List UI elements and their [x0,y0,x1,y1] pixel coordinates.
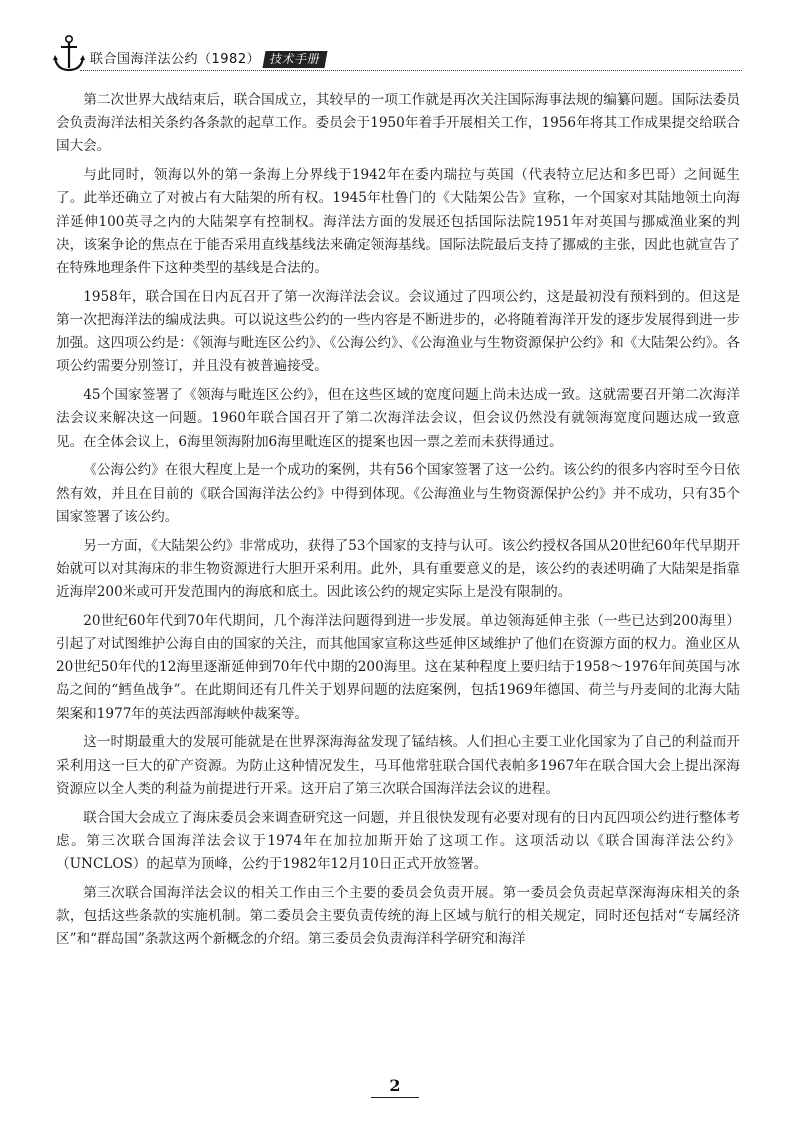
paragraph: 与此同时，领海以外的第一条海上分界线于1942年在委内瑞拉与英国（代表特立尼达和多巴哥）之间诞生了。此举还确立了对被占有大陆架的所有权。1945年杜鲁门的《大陆架公告》宣称，一个国家对其陆地领土向海洋延伸100英寻之内的大陆架享有控制权。海洋法方面的发展还包括国际法院1951年对英国与挪威渔业案的判决，该案争论的焦点在于能否采用直线基线法来确定领海基线。国际法院最后支持了挪威的主张，因此也就宣告了在特殊地理条件下这种类型的基线是合法的。 [56,167,740,277]
page-number-underline [371,1097,419,1098]
header-divider [80,70,742,71]
paragraph: 45个国家签署了《领海与毗连区公约》，但在这些区域的宽度问题上尚未达成一致。这就需要召开第二次海洋法会议来解决这一问题。1960年联合国召开了第二次海洋法会议，但会议仍然没有就领海宽度问题达成一致意见。在全体会议上，6海里领海附加6海里毗连区的提案也因一票之差而未获得通过。 [56,387,740,450]
page-number: 2 [389,1076,401,1095]
body-text [56,89,740,957]
paragraph: 第三次联合国海洋法会议的相关工作由三个主要的委员会负责开展。第一委员会负责起草深海海床相关的条款，包括这些条款的实施机制。第二委员会主要负责传统的海上区域与航行的相关规定，同时还包括对“专属经济区”和“群岛国”条款这两个新概念的介绍。第三委员会负责海洋科学研究和海洋 [56,884,740,948]
paragraph: 这一时期最重大的发展可能就是在世界深海海盆发现了锰结核。人们担心主要工业化国家为了自己的利益而开采利用这一巨大的矿产资源。为防止这种情况发生，马耳他常驻联合国代表帕多1967年在联合国大会上提出深海资源应以全人类的利益为前提进行开采。这开启了第三次联合国海洋法会议的进程。 [56,734,740,797]
paragraph: 1958年，联合国在日内瓦召开了第一次海洋法会议。会议通过了四项公约，这是最初没有预料到的。但这是第一次把海洋法的编成法典。可以说这些公约的一些内容是不断进步的，必将随着海洋开发的逐步发展得到进一步加强。这四项公约是：《领海与毗连区公约》、《公海公约》、《公海渔业与生物资源保护公约》和《大陆架公约》。各项公约需要分别签订，并且没有被普遍接受。 [56,288,740,375]
paragraph: 20世纪60年代到70年代期间，几个海洋法问题得到进一步发展。单边领海延伸主张（一些已达到200海里）引起了对试图维护公海自由的国家的关注，而其他国家宣称这些延伸区域维护了他们在资源方面的权力。渔业区从20世纪50年代的12海里逐渐延伸到70年代中期的200海里。这在某种程度上要归结于1958～1976年间英国与冰岛之间的“鳕鱼战争”。在此期间还有几件关于划界问题的法庭案例，包括1969年德国、荷兰与丹麦间的北海大陆架案和1977年的英法西部海峡仲裁案等。 [56,612,740,722]
paragraph: 另一方面，《大陆架公约》非常成功，获得了53个国家的支持与认可。该公约授权各国从20世纪60年代早期开始就可以对其海床的非生物资源进行大胆开采利用。此外，具有重要意义的是，该公约的表述明确了大陆架是指靠近海岸200米或可开发范围内的海底和底土。因此该公约的规定实际上是没有限制的。 [56,537,740,601]
manual-badge: 技术手册 [263,51,328,68]
paragraph: 联合国大会成立了海床委员会来调查研究这一问题，并且很快发现有必要对现有的日内瓦四项公约进行整体考虑。第三次联合国海洋法会议于1974年在加拉加斯开始了这项工作。这项活动以《联合国海洋法公约》（UNCLOS）的起草为顶峰，公约于1982年12月10日正式开放签署。 [56,809,740,873]
paragraph: 《公海公约》在很大程度上是一个成功的案例，共有56个国家签署了这一公约。该公约的很多内容时至今日依然有效，并且在目前的《联合国海洋法公约》中得到体现。《公海渔业与生物资源保护公约》并不成功，只有35个国家签署了该公约。 [56,462,740,525]
page-header [52,34,740,74]
header-title [90,51,326,68]
paragraph: 第二次世界大战结束后，联合国成立，其较早的一项工作就是再次关注国际海事法规的编纂问题。国际法委员会负责海洋法相关条约各条款的起草工作。委员会于1950年着手开展相关工作，1956年将其工作成果提交给联合国大会。 [56,92,740,155]
book-title: 联合国海洋法公约（1982） [90,52,261,67]
anchor-icon [52,34,86,74]
